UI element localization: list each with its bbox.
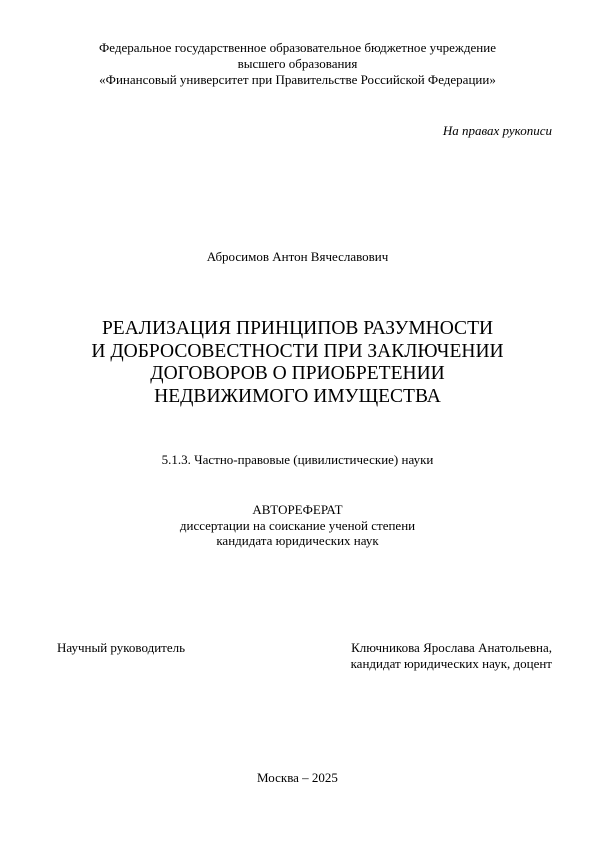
title-line-3: ДОГОВОРОВ О ПРИОБРЕТЕНИИ: [150, 363, 445, 384]
institution-header: [0, 40, 595, 88]
supervisor-label: Научный руководитель: [57, 640, 186, 655]
city-year: Москва – 2025: [257, 770, 338, 785]
title-line-1: РЕАЛИЗАЦИЯ ПРИНЦИПОВ РАЗУМНОСТИ: [101, 318, 494, 339]
title-line-4: НЕДВИЖИМОГО ИМУЩЕСТВА: [154, 385, 441, 407]
supervisor-degree: кандидат юридических наук, доцент: [350, 656, 552, 671]
doc-type-heading: АВТОРЕФЕРАТ: [252, 502, 343, 517]
manuscript-note: На правах рукописи: [442, 123, 552, 138]
author-name: Абросимов Антон Вячеславович: [206, 249, 389, 264]
dissertation-title: [0, 318, 595, 408]
supervisor-info: [351, 640, 552, 672]
document-type: [0, 502, 595, 549]
specialty-code: 5.1.3. Частно-правовые (цивилистические) науки: [161, 452, 434, 467]
doc-type-line-2: кандидата юридических наук: [216, 533, 379, 548]
title-line-2: И ДОБРОСОВЕСТНОСТИ ПРИ ЗАКЛЮЧЕНИИ: [91, 340, 504, 362]
doc-type-line-1: диссертации на соискание ученой степени: [179, 517, 416, 533]
institution-line-3: «Финансовый университет при Правительстве Российской Федерации»: [99, 72, 496, 87]
supervisor-name: Ключникова Ярослава Анатольевна,: [351, 640, 552, 655]
institution-line-2: высшего образования: [237, 56, 358, 71]
institution-line-1: Федеральное государственное образовательное бюджетное учреждение: [99, 40, 496, 55]
